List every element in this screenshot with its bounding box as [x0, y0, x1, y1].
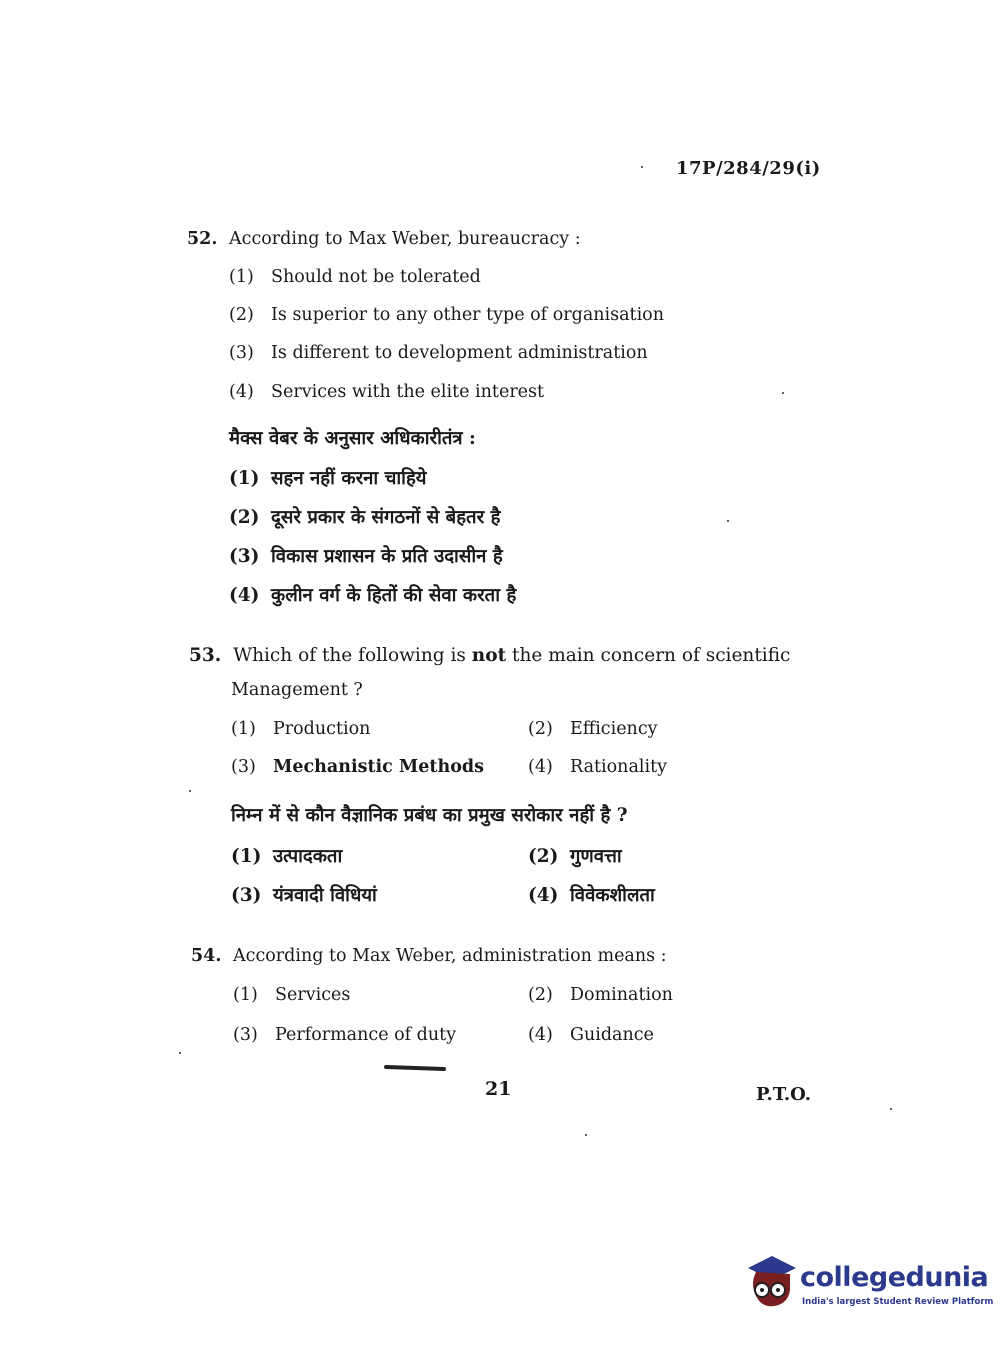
q53-option-en-1: (1) Production [231, 719, 371, 739]
q52-option-en-4: (4) Services with the elite interest [229, 382, 545, 402]
q54-option-en-1: (1) Services [233, 985, 351, 1005]
mascot-icon [742, 1250, 800, 1312]
scan-speck [641, 166, 643, 168]
q52-option-en-1: (1) Should not be tolerated [229, 267, 481, 287]
question-text-en-pre: Which of the following is [233, 645, 466, 666]
question-text-en: According to Max Weber, administration means : [233, 946, 667, 966]
scan-speck [179, 1052, 181, 1054]
q52-option-hi-1: (1) सहन नहीं करना चाहिये [229, 468, 427, 489]
scan-speck [585, 1134, 587, 1136]
question-text-en: According to Max Weber, bureaucracy : [229, 229, 581, 249]
question-54 [191, 945, 667, 967]
scan-speck [727, 520, 729, 522]
scan-speck [782, 392, 784, 394]
q52-option-en-2: (2) Is superior to any other type of organisation [229, 305, 664, 325]
pto-label: P.T.O. [756, 1084, 812, 1105]
question-52 [187, 228, 581, 250]
q54-option-en-4: (4) Guidance [528, 1025, 654, 1045]
q53-option-hi-3: (3) यंत्रवादी विधियां [231, 885, 377, 906]
q52-option-hi-2: (2) दूसरे प्रकार के संगठनों से बेहतर है [229, 507, 501, 528]
q52-option-hi-4: (4) कुलीन वर्ग के हितों की सेवा करता है [229, 585, 517, 606]
q53-option-hi-1: (1) उत्पादकता [231, 846, 343, 867]
q53-option-hi-4: (4) विवेकशीलता [528, 885, 655, 906]
brand-name: collegedunia [800, 1262, 989, 1293]
question-53 [189, 645, 790, 667]
q53-option-en-3: (3) Mechanistic Methods [231, 757, 484, 777]
question-text-hi: मैक्स वेबर के अनुसार अधिकारीतंत्र : [229, 428, 476, 449]
question-text-en-post: the main concern of scientific [512, 645, 791, 666]
divider-dash [384, 1065, 446, 1071]
page-number: 21 [485, 1078, 512, 1100]
q54-option-en-3: (3) Performance of duty [233, 1025, 457, 1045]
question-number: 52. [187, 229, 218, 249]
question-number: 54. [191, 946, 222, 966]
paper-code: 17P/284/29(i) [676, 158, 821, 179]
q54-option-en-2: (2) Domination [528, 985, 673, 1005]
q52-option-en-3: (3) Is different to development administration [229, 343, 648, 363]
question-text-hi: निम्न में से कौन वैज्ञानिक प्रबंध का प्रमुख सरोकार नहीं है ? [231, 805, 628, 826]
q53-option-en-2: (2) Efficiency [528, 719, 658, 739]
brand-tagline: India's largest Student Review Platform [802, 1297, 994, 1307]
question-53-line2: Management ? [231, 680, 363, 700]
scan-speck [890, 1108, 892, 1110]
q53-option-hi-2: (2) गुणवत्ता [528, 846, 622, 867]
q52-option-hi-3: (3) विकास प्रशासन के प्रति उदासीन है [229, 546, 503, 567]
q53-option-en-4: (4) Rationality [528, 757, 667, 777]
scan-speck [189, 790, 191, 792]
collegedunia-logo [742, 1250, 994, 1320]
question-text-en-emphasis: not [471, 645, 507, 666]
question-number: 53. [189, 645, 222, 666]
